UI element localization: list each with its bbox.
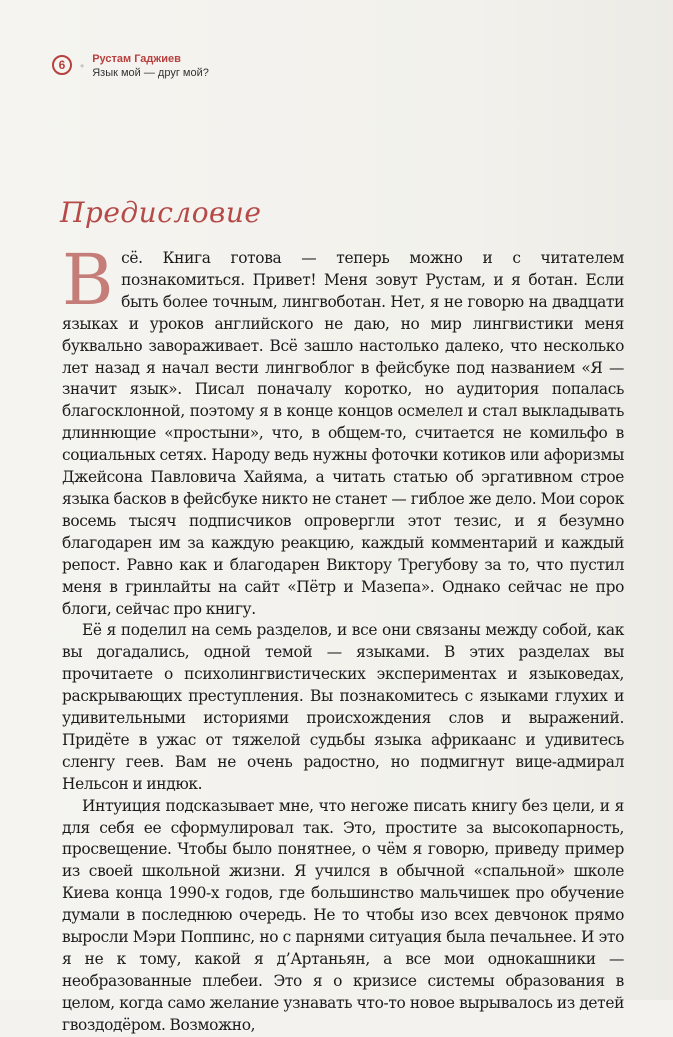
header-book-title: Язык мой — друг мой? (92, 67, 209, 79)
running-header (52, 52, 209, 80)
paragraph-1-text: сё. Книга готова — теперь можно и с читателем познакомиться. Привет! Меня зовут Рустам, и я ботан. Если быть более точным, лингвоботан. Нет, я не говорю на двадцати языках и уроков английского не даю, но мир лингвистики меня буквально завораживает. Всё зашло настолько далеко, что несколько лет назад я начал вести лингвоблог в фейсбуке под названием «Я — значит язык». Писал поначалу коротко, но аудитория попалась благосклонной, поэтому я в конце концов осмелел и стал выкладывать длиннющие «простыни», что, в общем-то, считается не комильфо в социальных сетях. Народу ведь нужны фоточки котиков или афоризмы Джейсона Павловича Хайяма, а читать статью об эргативном строе языка басков в фейсбуке никто не станет — гиблое же дело. Мои сорок восемь тысяч подписчиков опровергли этот тезис, и я безумно благодарен им за каждую реакцию, каждый комментарий и каждый репост. Равно как и благодарен Виктору Трегубову за то, что пустил меня в гринлайты на сайт «Пётр и Мазепа». Однако сейчас не про блоги, сейчас про книгу. (62, 249, 624, 618)
page-number-badge: 6 (52, 55, 72, 75)
body-text (62, 239, 624, 1037)
paragraph-2: Её я поделил на семь разделов, и все они связаны между собой, как вы догадались, одной темой — языками. В этих разделах вы прочитаете о психолингвистических экспериментах и языковедах, раскрывающих преступления. Вы познакомитесь с языками глухих и удивительными историями происхождения слов и выражений. Придёте в ужас от тяжелой судьбы языка африкаанс и удивитесь сленгу геев. Вам не очень радостно, но подмигнут вице-адмирал Нельсон и индюк. (62, 621, 624, 793)
chapter-title: Предисловие (60, 196, 262, 229)
header-ornament-icon: • (80, 59, 85, 73)
header-text (92, 52, 209, 80)
paragraph-3: Интуиция подсказывает мне, что негоже писать книгу без цели, и я для себя ее сформулировал так. Это, простите за высокопарность, просвещение. Чтобы было понятнее, о чём я говорю, приведу пример из своей школьной жизни. Я учился в обычной «спальной» школе Киева конца 1990-х годов, где большинство мальчишек про обучение думали в последнюю очередь. Не то чтобы изо всех девчонок прямо выросли Мэри Поппинс, но с парнями ситуация была печальнее. И это я не к тому, какой я д’Артаньян, а все мои однокашники — необразованные плебеи. Это я о кризисе системы образования в целом, когда само желание узнавать что-то новое вырывалось из детей гвоздодёром. Возможно, (62, 796, 624, 1034)
paragraph-1 (62, 239, 624, 620)
header-author: Рустам Гаджиев (92, 53, 181, 65)
drop-cap: В (62, 239, 114, 321)
